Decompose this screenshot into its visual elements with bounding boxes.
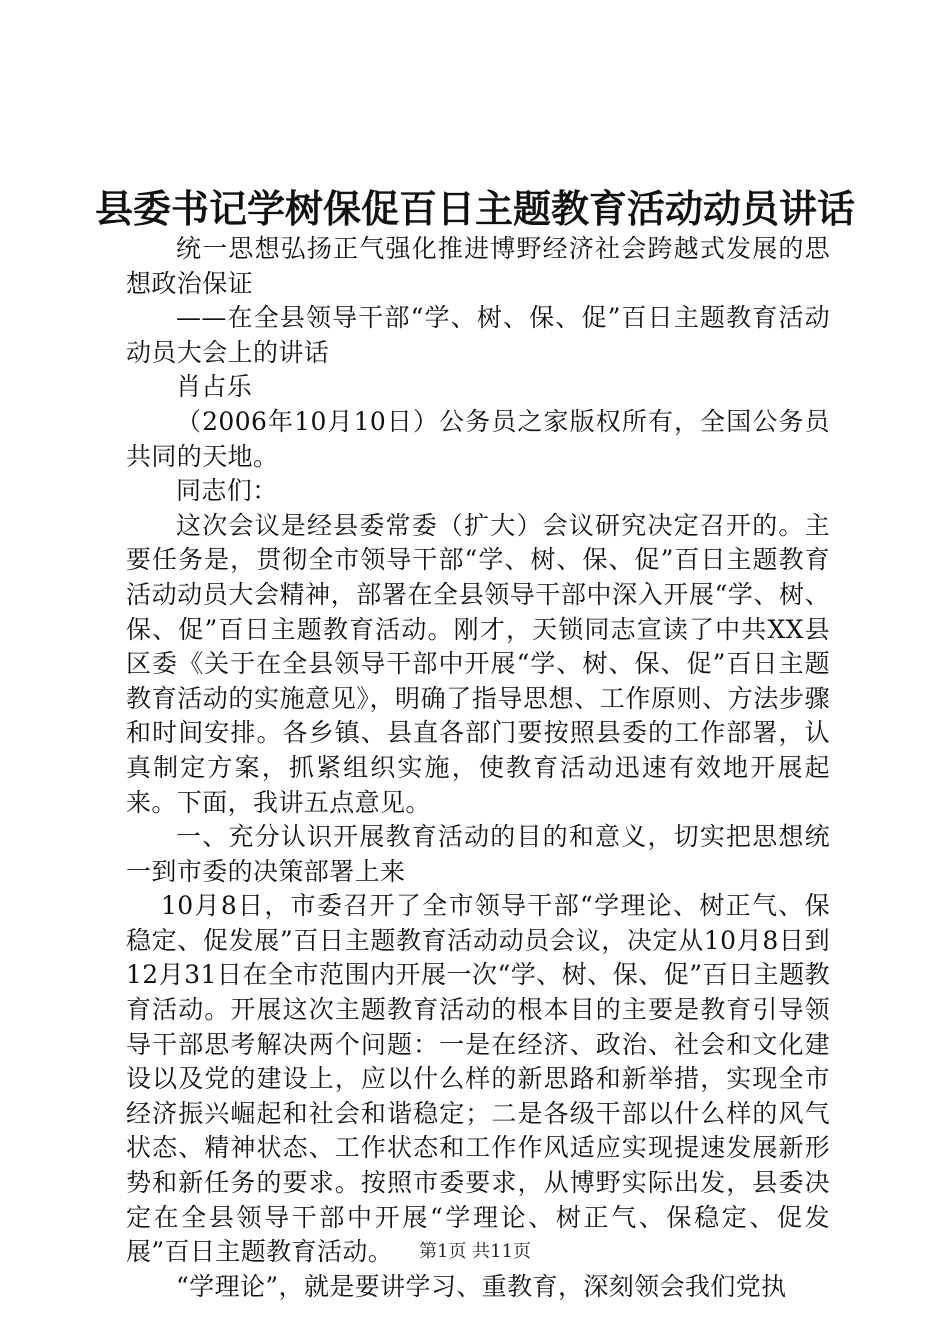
paragraph-section-heading: 一、充分认识开展教育活动的目的和意义，切实把思想统一到市委的决策部署上来: [126, 822, 830, 886]
paragraph-body: “学理论”，就是要讲学习、重教育，深刻领会我们党执: [176, 1271, 787, 1301]
paragraph-subtitle-occasion: ——在全县领导干部“学、树、保、促”百日主题教育活动动员大会上的讲话: [126, 303, 830, 367]
paragraph-body: 10月8日，市委召开了全市领导干部“学理论、树正气、保稳定、促发展”百日主题教育活动动员会议，决定从10月8日到12月31日在全市范围内开展一次“学、树、保、促”百日主题教育活动。开展这次主题教育活动的根本目的主要是教育引导领导干部思考解决两个问题：一是在经济、政治、社会和文化建设以及党的建设上，应以什么样的新思路和新举措，实现全市经济振兴崛起和社会和谐稳定；二是各级干部以什么样的风气状态、精神状态、工作状态和工作作风适应实现提速发展新形势和新任务的要求。按照市委要求，从博野实际出发，县委决定在全县领导干部中开展“学理论、树正气、保稳定、促发展”百日主题教育活动。: [126, 891, 830, 1267]
document-title: 县委书记学树保促百日主题教育活动动员讲话: [94, 186, 855, 231]
paragraph-salutation: 同志们：: [176, 476, 278, 506]
paragraph-date: （2006年10月10日）公务员之家版权所有，全国公务员共同的天地。: [126, 406, 830, 471]
document-body: [126, 232, 830, 1304]
page-number: 第1页 共11页: [418, 1241, 532, 1262]
paragraph-intro: 这次会议是经县委常委（扩大）会议研究决定召开的。主要任务是，贯彻全市领导干部“学、树、保、促”百日主题教育活动动员大会精神，部署在全县领导干部中深入开展“学、树、保、促”百日主题教育活动。刚才，天锁同志宣读了中共XX县区委《关于在全县领导干部中开展“学、树、保、促”百日主题教育活动的实施意见》，明确了指导思想、工作原则、方法步骤和时间安排。各乡镇、县直各部门要按照县委的工作部署，认真制定方案，抓紧组织实施，使教育活动迅速有效地开展起来。下面，我讲五点意见。: [126, 510, 830, 817]
paragraph-author: 肖占乐: [176, 372, 253, 402]
paragraph-subtitle: 统一思想弘扬正气强化推进博野经济社会跨越式发展的思想政治保证: [126, 234, 830, 298]
